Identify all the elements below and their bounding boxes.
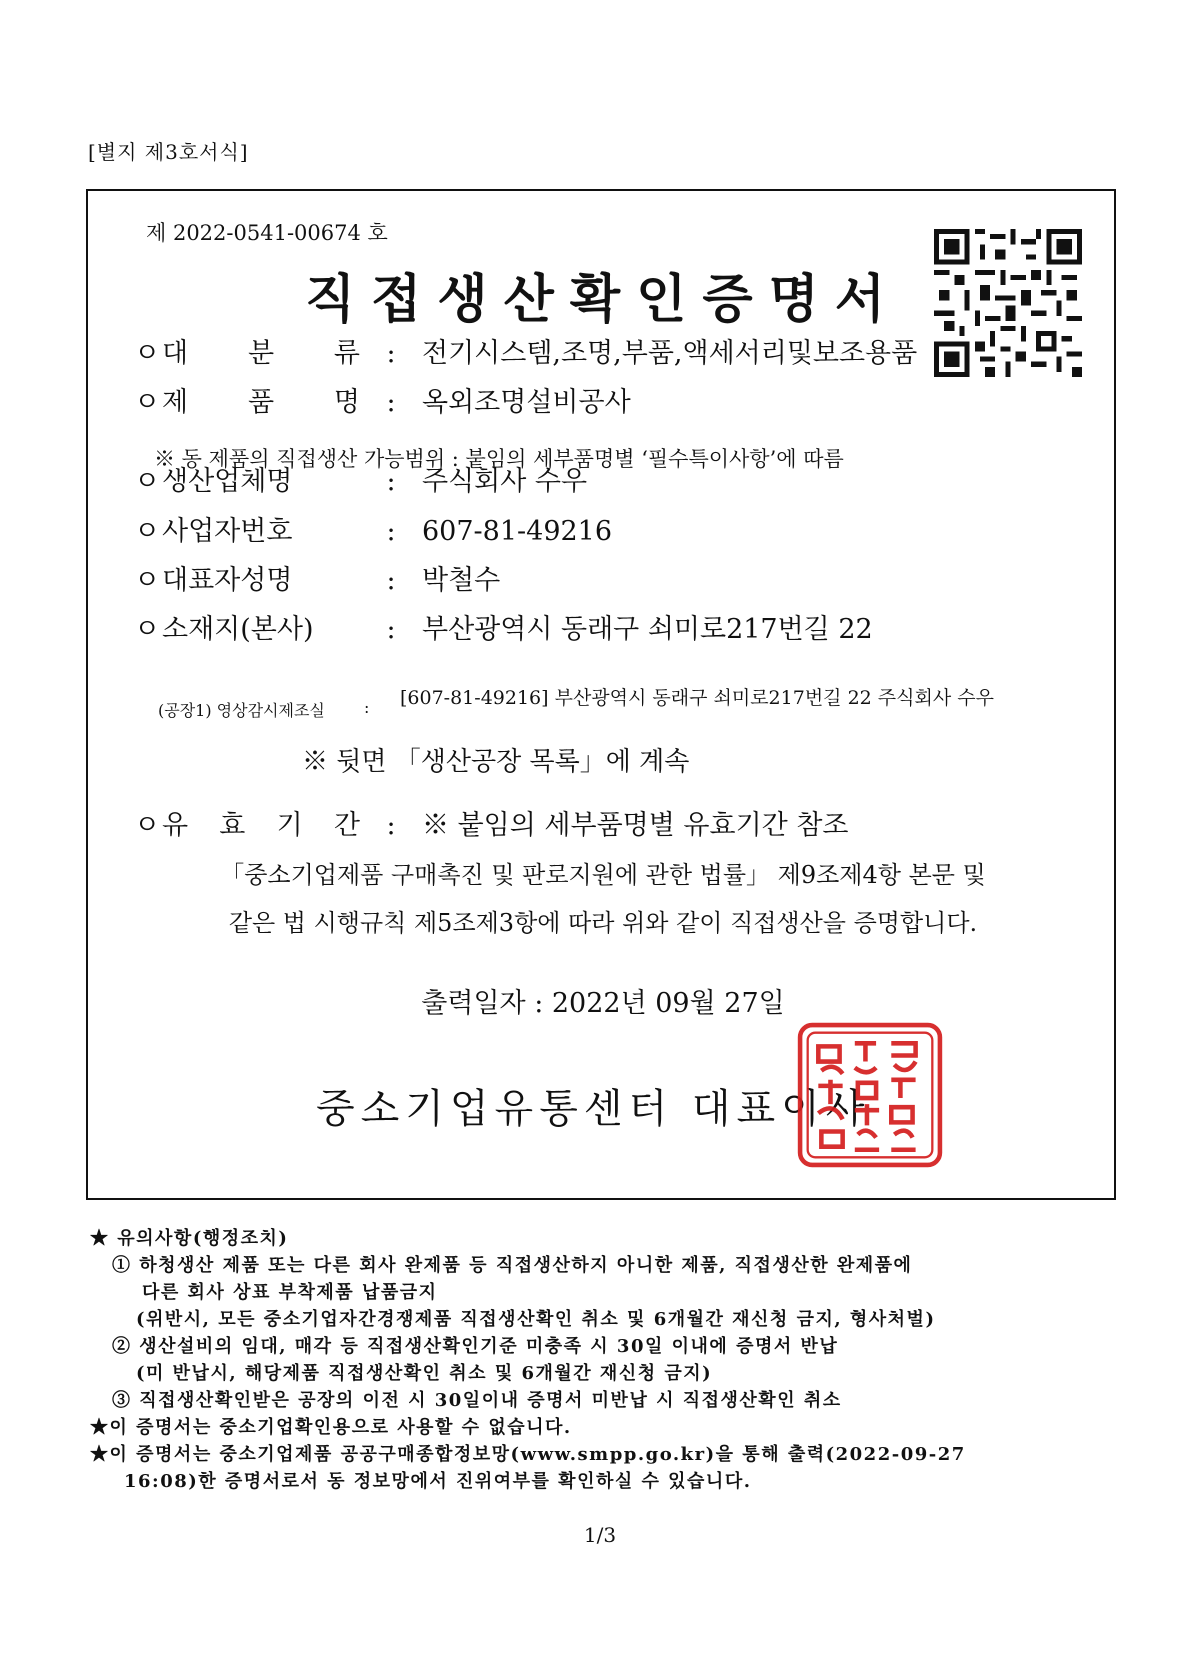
issuer-name: 중소기업유통센터 대표이사 — [316, 1086, 871, 1132]
law-statement-line: 「중소기업제품 구매촉진 및 판로지원에 관한 법률」 제9조제4항 본문 및 — [220, 861, 986, 889]
field-label: 소재지(본사) — [162, 614, 314, 645]
factory-label: (공장1) 영상감시제조실 — [158, 701, 325, 720]
law-statement-line: 같은 법 시행규칙 제5조제3항에 따라 위와 같이 직접생산을 증명합니다. — [228, 909, 978, 937]
continue-note: ※ 뒷면 「생산공장 목록」에 계속 — [302, 747, 690, 777]
certificate-box — [86, 189, 1116, 1200]
certificate-number: 제 2022-0541-00674 호 — [146, 221, 388, 245]
field-label: 생산업체명 — [162, 466, 293, 497]
colon: : — [386, 387, 396, 418]
field-value: 박철수 — [422, 565, 501, 596]
bullet: ㅇ — [134, 810, 161, 841]
factory-value: [607-81-49216] 부산광역시 동래구 쇠미로217번길 22 주식회사 수우 — [400, 687, 994, 709]
bullet: ㅇ — [134, 387, 161, 418]
field-category — [134, 331, 917, 370]
notes-item: ② 생산설비의 임대, 매각 등 직접생산확인기준 미충족 시 30일 이내에 증명서 반납 — [112, 1336, 839, 1357]
notes-item: ③ 직접생산확인받은 공장의 이전 시 30일이내 증명서 미반납 시 직접생산확인 취소 — [112, 1390, 842, 1411]
official-seal-icon — [794, 1019, 946, 1171]
field-value: 주식회사 수우 — [422, 466, 588, 497]
notes-item: ① 하청생산 제품 또는 다른 회사 완제품 등 직접생산하지 아니한 제품, 직접생산한 완제품에 — [112, 1255, 913, 1276]
colon: : — [386, 565, 396, 596]
field-address — [134, 607, 873, 646]
notes-item: 다른 회사 상표 부착제품 납품금지 — [142, 1282, 438, 1303]
field-representative — [134, 558, 500, 597]
notes-item: (미 반납시, 해당제품 직접생산확인 취소 및 6개월간 재신청 금지) — [136, 1363, 713, 1384]
colon: : — [386, 516, 396, 547]
colon: : — [386, 614, 396, 645]
field-validity — [134, 803, 848, 842]
bullet: ㅇ — [134, 516, 161, 547]
field-value: 전기시스템,조명,부품,액세서리및보조용품 — [422, 338, 918, 369]
certificate-title: 직접생산확인증명서 — [304, 269, 902, 330]
field-value: 부산광역시 동래구 쇠미로217번길 22 — [422, 614, 873, 645]
field-manufacturer — [134, 459, 587, 498]
notes-item: ★이 증명서는 중소기업확인용으로 사용할 수 없습니다. — [90, 1417, 572, 1438]
bullet: ㅇ — [134, 614, 161, 645]
print-date: 출력일자 : 2022년 09월 27일 — [421, 988, 785, 1019]
form-label: [별지 제3호서식] — [88, 140, 249, 164]
field-business-no — [134, 509, 612, 548]
colon: : — [386, 466, 396, 497]
bullet: ㅇ — [134, 466, 161, 497]
field-label: 제 품 명 — [162, 387, 360, 418]
field-value: 옥외조명설비공사 — [422, 387, 631, 418]
scope-note: ※ 동 제품의 직접생산 가능범위 : 붙임의 세부품명별 ‘필수특이사항’에 따름 — [154, 447, 844, 471]
page-number: 1/3 — [583, 1523, 617, 1547]
field-label: 유 효 기 간 — [162, 810, 360, 841]
notes-heading: ★ 유의사항(행정조치) — [90, 1228, 289, 1249]
field-label: 사업자번호 — [162, 516, 293, 547]
field-label: 대표자성명 — [162, 565, 293, 596]
colon: : — [364, 698, 370, 717]
notes-item: 16:08)한 증명서로서 동 정보망에서 진위여부를 확인하실 수 있습니다. — [124, 1471, 752, 1492]
notes-item: (위반시, 모든 중소기업자간경쟁제품 직접생산확인 취소 및 6개월간 재신청 금지, 형사처벌) — [136, 1309, 936, 1330]
colon: : — [386, 810, 396, 841]
field-value: ※ 붙임의 세부품명별 유효기간 참조 — [422, 810, 849, 841]
law-statement — [88, 851, 1118, 947]
bullet: ㅇ — [134, 338, 161, 369]
notes-item: ★이 증명서는 중소기업제품 공공구매종합정보망(www.smpp.go.kr)을 통해 출력(2022-09-27 — [90, 1444, 966, 1465]
bullet: ㅇ — [134, 565, 161, 596]
colon: : — [386, 338, 396, 369]
field-value: 607-81-49216 — [422, 516, 613, 547]
field-label: 대 분 류 — [162, 338, 360, 369]
field-product — [134, 380, 631, 419]
